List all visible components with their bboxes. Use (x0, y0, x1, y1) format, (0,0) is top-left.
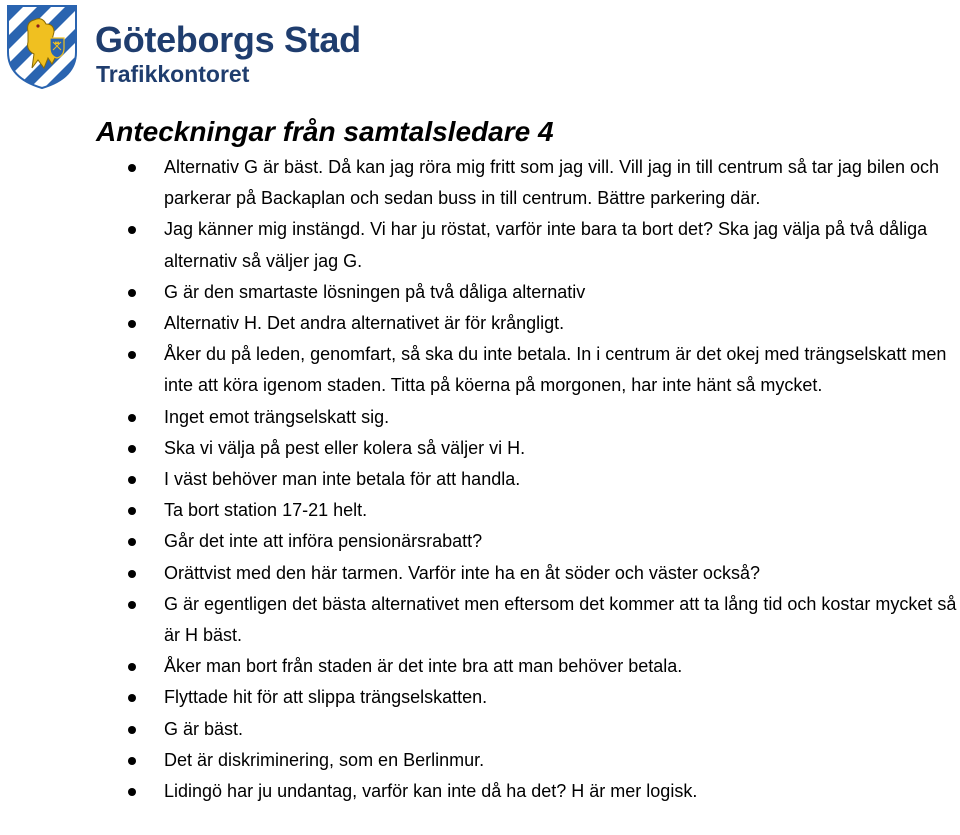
note-text: G är den smartaste lösningen på två dåliga alternativ (164, 281, 586, 302)
bullet-icon (128, 351, 136, 359)
list-item (128, 464, 958, 495)
list-item (128, 433, 958, 464)
list-item (128, 682, 958, 713)
bullet-icon (128, 788, 136, 796)
note-text: Inget emot trängselskatt sig. (164, 406, 390, 427)
notes-list (128, 152, 958, 807)
list-item (128, 589, 958, 651)
bullet-icon (128, 694, 136, 702)
note-text: Ta bort station 17-21 helt. (164, 500, 368, 521)
bullet-icon (128, 757, 136, 765)
bullet-icon (128, 320, 136, 328)
bullet-icon (128, 726, 136, 734)
list-item (128, 558, 958, 589)
bullet-icon (128, 414, 136, 422)
note-text: Flyttade hit för att slippa trängselskatten. (164, 687, 488, 708)
note-text: Orättvist med den här tarmen. Varför inte ha en åt söder och väster också? (164, 562, 760, 583)
note-text: Ska vi välja på pest eller kolera så väljer vi H. (164, 437, 526, 458)
bullet-icon (128, 507, 136, 515)
note-text: Jag känner mig instängd. Vi har ju röstat, varför inte bara ta bort det? Ska jag välja på två dåliga alternativ så väljer jag G. (164, 219, 928, 271)
list-item (128, 714, 958, 745)
list-item (128, 651, 958, 682)
bullet-icon (128, 476, 136, 484)
list-item (128, 495, 958, 526)
bullet-icon (128, 164, 136, 172)
list-item (128, 339, 958, 401)
note-text: Åker du på leden, genomfart, så ska du inte betala. In i centrum är det okej med trängselskatt men inte att köra igenom staden. Titta på köerna på morgonen, har inte hänt så mycket. (164, 344, 947, 396)
bullet-icon (128, 289, 136, 297)
note-text: I väst behöver man inte betala för att handla. (164, 469, 521, 490)
goteborg-coat-of-arms-icon (4, 2, 80, 90)
letterhead (0, 0, 400, 95)
note-text: G är bäst. (164, 718, 244, 739)
list-item (128, 776, 958, 807)
bullet-icon (128, 445, 136, 453)
note-text: Alternativ G är bäst. Då kan jag röra mig fritt som jag vill. Vill jag in till centrum så tar jag bilen och parkerar på Backaplan och sedan buss in till centrum. Bättre parkering där. (164, 157, 939, 209)
note-text: Åker man bort från staden är det inte bra att man behöver betala. (164, 656, 683, 677)
bullet-icon (128, 601, 136, 609)
list-item (128, 152, 958, 214)
document-title: Anteckningar från samtalsledare 4 (96, 116, 554, 147)
list-item (128, 277, 958, 308)
list-item (128, 308, 958, 339)
organization-name: Göteborgs Stad (95, 19, 361, 60)
note-text: G är egentligen det bästa alternativet men eftersom det kommer att ta lång tid och kostar mycket så är H bäst. (164, 593, 957, 646)
bullet-icon (128, 663, 136, 671)
bullet-icon (128, 538, 136, 546)
note-text: Det är diskriminering, som en Berlinmur. (164, 749, 485, 770)
note-text: Går det inte att införa pensionärsrabatt? (164, 531, 483, 552)
department-name: Trafikkontoret (96, 61, 250, 87)
bullet-icon (128, 570, 136, 578)
bullet-icon (128, 226, 136, 234)
note-text: Lidingö har ju undantag, varför kan inte då ha det? H är mer logisk. (164, 781, 698, 802)
list-item (128, 526, 958, 557)
note-text: Alternativ H. Det andra alternativet är för krångligt. (164, 313, 565, 334)
list-item (128, 745, 958, 776)
list-item (128, 402, 958, 433)
list-item (128, 214, 958, 276)
